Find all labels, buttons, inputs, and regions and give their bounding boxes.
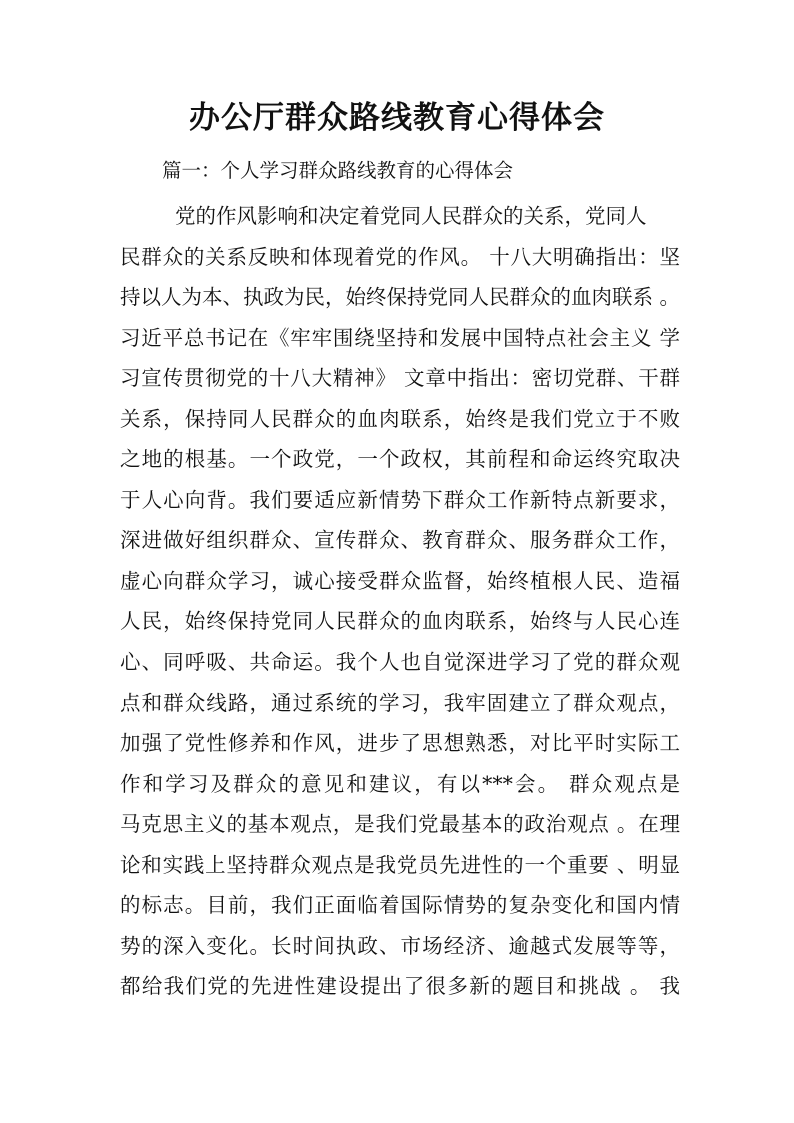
- body-line: 势的深入变化。长时间执政、市场经济、逾越式发展等等，: [120, 933, 680, 958]
- body-line: 都给我们党的先进性建设提出了很多新的题目和挑战 。 我: [120, 974, 680, 999]
- body-line: 于人心向背。我们要适应新情势下群众工作新特点新要求，: [120, 487, 680, 512]
- body-line: 之地的根基。一个政党，一个政权，其前程和命运终究取决: [120, 447, 680, 472]
- body-line: 加强了党性修养和作风，进步了思想熟悉，对比平时实际工: [120, 731, 680, 756]
- document-body: [120, 196, 680, 1007]
- document-title: 办公厅群众路线教育心得体会: [189, 100, 605, 136]
- body-line: 深进做好组织群众、宣传群众、教育群众、服务群众工作，: [120, 528, 680, 553]
- body-line: 点和群众线路，通过系统的学习，我牢固建立了群众观点，: [120, 690, 680, 715]
- body-line: 习宣传贯彻党的十八大精神》 文章中指出：密切党群、干群: [120, 366, 680, 391]
- body-line: 作和学习及群众的意见和建议，有以***会。 群众观点是: [120, 771, 680, 796]
- body-line: 人民，始终保持党同人民群众的血肉联系，始终与人民心连: [120, 609, 680, 634]
- body-line: 习近平总书记在《牢牢围绕坚持和发展中国特点社会主义 学: [120, 325, 680, 350]
- body-line: 虚心向群众学习，诚心接受群众监督，始终植根人民、造福: [120, 568, 680, 593]
- body-line: 心、同呼吸、共命运。我个人也自觉深进学习了党的群众观: [120, 650, 680, 675]
- body-line: 的标志。目前，我们正面临着国际情势的复杂变化和国内情: [120, 893, 680, 918]
- body-line: 民群众的关系反映和体现着党的作风。 十八大明确指出：坚: [120, 244, 680, 269]
- body-line: 关系，保持同人民群众的血肉联系，始终是我们党立于不败: [120, 406, 680, 431]
- document-subtitle: 篇一：个人学习群众路线教育的心得体会: [162, 159, 514, 182]
- body-line: 持以人为本、执政为民，始终保持党同人民群众的血肉联系 。: [120, 285, 680, 310]
- body-line: 论和实践上坚持群众观点是我党员先进性的一个重要 、明显: [120, 852, 680, 877]
- body-line: 马克思主义的基本观点，是我们党最基本的政治观点 。在理: [120, 812, 680, 837]
- body-line: 党的作风影响和决定着党同人民群众的关系，党同人: [175, 204, 647, 228]
